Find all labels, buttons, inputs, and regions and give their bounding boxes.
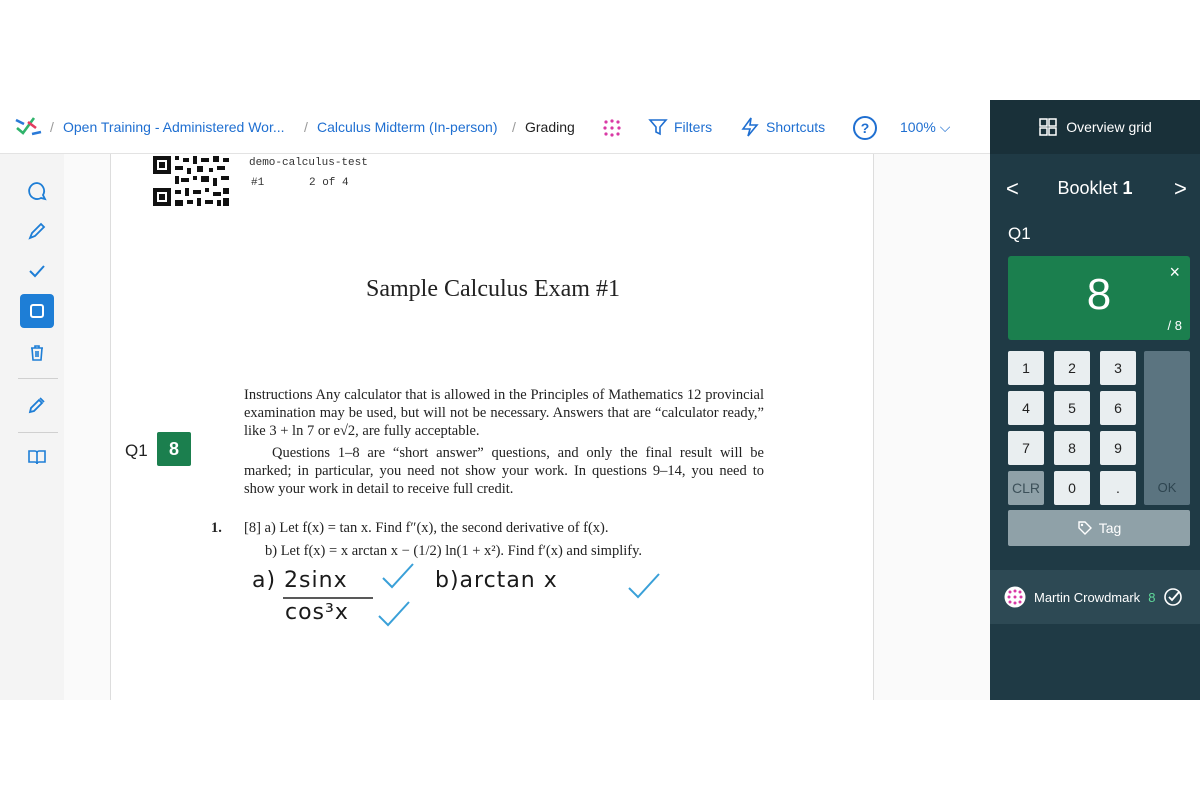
color-tool[interactable] xyxy=(20,388,54,422)
book-icon xyxy=(27,447,47,467)
exam-page[interactable] xyxy=(110,154,874,700)
keypad-key[interactable]: 6 xyxy=(1100,391,1136,425)
previous-booklet-button[interactable]: < xyxy=(1006,176,1019,201)
clear-score-icon[interactable]: × xyxy=(1169,262,1180,282)
keypad-key[interactable]: 7 xyxy=(1008,431,1044,465)
checkmark-annotation[interactable] xyxy=(627,572,661,600)
question-number: 1. xyxy=(211,520,222,536)
question-1a-text: [8] a) Let f(x) = tan x. Find f″(x), the second derivative of f(x). xyxy=(244,520,609,536)
breadcrumb-assessment[interactable]: Calculus Midterm (In-person) xyxy=(317,119,498,135)
eyedropper-icon xyxy=(27,395,47,415)
question-1b-text: b) Let f(x) = x arctan x − (1/2) ln(1 + x²). Find f′(x) and simplify. xyxy=(265,543,643,559)
filter-icon xyxy=(648,117,668,137)
grid-icon xyxy=(1038,117,1058,137)
top-bar xyxy=(0,100,990,154)
comment-tool[interactable] xyxy=(20,174,54,208)
toolbar-divider xyxy=(18,432,58,433)
comment-library-tool[interactable] xyxy=(20,440,54,474)
delete-tool[interactable] xyxy=(20,336,54,370)
page-indicator: 2 of 4 xyxy=(309,177,349,189)
trash-icon xyxy=(27,343,47,363)
checkmark-annotation[interactable] xyxy=(377,600,411,628)
next-booklet-button[interactable]: > xyxy=(1174,176,1187,201)
score-max: / 8 xyxy=(1167,318,1182,333)
handwritten-answer-a-denominator: cos³x xyxy=(285,600,349,625)
zoom-value: 100% xyxy=(900,119,936,135)
comment-icon xyxy=(27,181,47,201)
exam-title: Sample Calculus Exam #1 xyxy=(366,276,620,302)
shortcuts-label: Shortcuts xyxy=(766,119,826,135)
keypad-key[interactable]: 4 xyxy=(1008,391,1044,425)
grader-name: Martin Crowdmark xyxy=(1034,589,1141,605)
shortcuts-button[interactable] xyxy=(740,117,825,137)
keypad-clear-key[interactable]: CLR xyxy=(1008,471,1044,505)
grader-score: 8 xyxy=(1148,589,1156,605)
grader-avatar-icon xyxy=(1004,586,1026,608)
ok-label: OK xyxy=(1157,480,1177,495)
help-button[interactable]: ? xyxy=(853,116,877,140)
filters-button[interactable] xyxy=(648,117,712,137)
grading-panel xyxy=(990,100,1200,700)
pencil-icon xyxy=(27,221,47,241)
keypad-key[interactable]: 3 xyxy=(1100,351,1136,385)
panel-question-label: Q1 xyxy=(1008,224,1031,243)
check-icon xyxy=(27,261,47,281)
grader-avatar-icon[interactable] xyxy=(601,117,623,139)
qr-code xyxy=(151,154,231,210)
overview-grid-label: Overview grid xyxy=(1066,119,1152,135)
breadcrumb-separator: / xyxy=(50,119,54,135)
breadcrumb-grading: Grading xyxy=(525,119,575,135)
breadcrumb-course[interactable]: Open Training - Administered Wor... xyxy=(63,119,285,135)
keypad-key[interactable]: 2 xyxy=(1054,351,1090,385)
keypad-key[interactable]: 1 xyxy=(1008,351,1044,385)
keypad-decimal-key[interactable]: . xyxy=(1100,471,1136,505)
keypad-key[interactable]: 0 xyxy=(1054,471,1090,505)
keypad-key[interactable]: 8 xyxy=(1054,431,1090,465)
grading-app xyxy=(0,100,1200,700)
grader-row[interactable] xyxy=(990,570,1200,624)
tag-label: Tag xyxy=(1098,520,1122,536)
pen-tool[interactable] xyxy=(20,214,54,248)
booklet-tag: #1 xyxy=(251,177,265,189)
crowdmark-logo-icon[interactable] xyxy=(14,114,44,140)
handwritten-answer-a-numerator: a) 2sinx xyxy=(252,568,348,593)
tag-icon xyxy=(1077,520,1093,536)
question-marker-score[interactable]: 8 xyxy=(157,432,191,466)
course-id: demo-calculus-test xyxy=(249,157,368,169)
lightning-icon xyxy=(740,117,760,137)
booklet-number: 1 xyxy=(1122,178,1133,198)
instructions-paragraph-2: Questions 1–8 are “short answer” questions, and only the final result will be marked; in particular, you need not show your work. In questions 9–14, you need to show your work in detail to receive full credit. xyxy=(244,445,764,497)
chevron-down-icon: ⌵ xyxy=(939,119,951,135)
booklet-title xyxy=(990,178,1200,199)
score-value: 8 xyxy=(1086,270,1112,319)
tag-button[interactable] xyxy=(1008,510,1190,546)
overview-grid-button[interactable] xyxy=(990,100,1200,154)
handwritten-answer-b: b)arctan x xyxy=(435,568,558,593)
filters-label: Filters xyxy=(674,119,713,135)
box-tool[interactable] xyxy=(20,294,54,328)
check-circle-icon xyxy=(1163,587,1183,607)
check-tool[interactable] xyxy=(20,254,54,288)
checkmark-annotation[interactable] xyxy=(381,562,415,590)
square-icon xyxy=(27,301,47,321)
question-marker-label: Q1 xyxy=(125,441,148,460)
instructions-paragraph-1: Instructions Any calculator that is allowed in the Principles of Mathematics 12 provincial examination may be used, but will not be necessary. Answers that are “calculator ready,” like 3 + ln 7 or e√2, are fully acceptable. xyxy=(244,387,764,439)
keypad-ok-button[interactable] xyxy=(1144,351,1190,505)
zoom-dropdown[interactable] xyxy=(900,119,950,136)
keypad-key[interactable]: 9 xyxy=(1100,431,1136,465)
booklet-prefix: Booklet xyxy=(1057,178,1118,198)
breadcrumb-separator: / xyxy=(304,119,308,135)
toolbar-divider xyxy=(18,378,58,379)
score-display xyxy=(1008,256,1190,340)
keypad-key[interactable]: 5 xyxy=(1054,391,1090,425)
breadcrumb-separator: / xyxy=(512,119,516,135)
